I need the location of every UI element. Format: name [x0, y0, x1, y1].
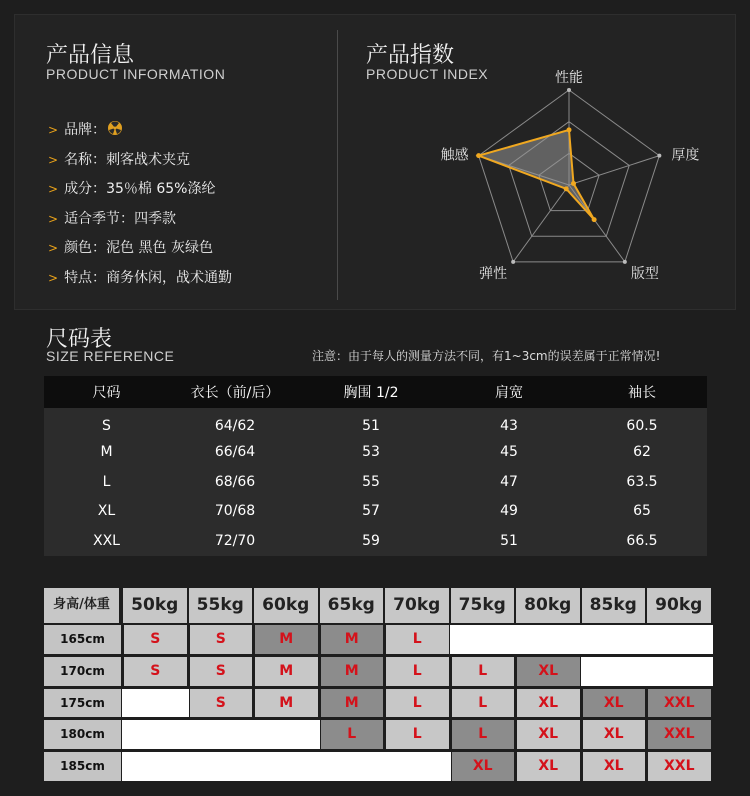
fit-size-cell — [122, 720, 189, 749]
radar-value-point — [567, 127, 572, 132]
chart-corner-label: 身高/体重 — [44, 588, 121, 623]
size-reference-title: 尺码表 — [46, 327, 113, 352]
fit-size-cell — [515, 625, 582, 654]
info-item — [48, 119, 127, 140]
size-table-cell: 59 — [301, 526, 441, 556]
info-item — [48, 237, 213, 257]
product-info-title: 产品信息 — [46, 43, 135, 68]
fit-size-cell: M — [321, 689, 384, 718]
size-table-row — [44, 467, 707, 497]
fit-size-cell — [188, 752, 255, 781]
size-table-cell: 43 — [441, 408, 577, 438]
radar-axis-dot — [657, 154, 661, 158]
fit-size-cell: S — [190, 689, 253, 718]
size-column-header: 尺码 — [44, 376, 169, 408]
fit-size-cell: M — [255, 625, 318, 654]
size-table-row — [44, 408, 707, 438]
size-table-cell: S — [44, 408, 169, 438]
info-label: 适合季节： — [64, 210, 135, 227]
fit-size-cell: L — [386, 625, 449, 654]
size-table-row — [44, 526, 707, 556]
fit-size-cell — [319, 752, 386, 781]
fit-size-cell — [646, 625, 713, 654]
radar-axis-label: 版型 — [630, 265, 659, 282]
size-table-cell: 51 — [301, 408, 441, 438]
radar-value-point — [564, 186, 569, 191]
fit-size-cell: S — [124, 625, 187, 654]
radar-axis-line — [569, 156, 659, 185]
size-table-cell: 51 — [441, 526, 577, 556]
chevron-right-icon: > — [48, 241, 59, 255]
size-table-cell: 45 — [441, 438, 577, 468]
fit-size-cell: S — [190, 625, 253, 654]
info-item — [48, 208, 176, 228]
fit-size-cell — [253, 720, 320, 749]
size-table-row — [44, 438, 707, 468]
weight-header: 75kg — [451, 588, 517, 623]
fit-size-cell — [253, 752, 320, 781]
size-table — [44, 376, 707, 556]
info-item — [48, 267, 232, 287]
height-weight-chart — [44, 588, 707, 782]
fit-size-cell: L — [452, 720, 515, 749]
height-header: 170cm — [44, 657, 121, 686]
radar-chart — [420, 70, 720, 300]
chevron-right-icon: > — [48, 211, 59, 226]
fit-size-cell: M — [321, 625, 384, 654]
info-label: 成分： — [64, 181, 107, 197]
fit-size-cell: L — [452, 657, 515, 686]
size-table-cell: 57 — [301, 497, 441, 527]
info-label: 颜色： — [64, 240, 107, 256]
weight-header: 55kg — [189, 588, 255, 623]
size-table-cell: 62 — [577, 438, 707, 468]
size-table-cell: 63.5 — [577, 467, 707, 497]
fit-size-cell — [581, 657, 648, 686]
fit-size-cell: XL — [583, 752, 646, 781]
info-label: 特点： — [64, 269, 107, 286]
size-table-cell: 49 — [441, 497, 577, 527]
info-value: 商务休闲，战术通勤 — [106, 269, 233, 286]
size-table-row — [44, 497, 707, 527]
fit-size-cell: S — [124, 657, 187, 686]
radar-axis-label: 弹性 — [479, 265, 508, 282]
size-column-header: 胸围 1/2 — [301, 376, 441, 408]
fit-size-cell: L — [452, 689, 515, 718]
fit-size-cell: XL — [517, 657, 580, 686]
info-item — [48, 178, 215, 198]
product-index-title: 产品指数 — [366, 43, 455, 68]
size-table-cell: 65 — [577, 497, 707, 527]
fit-size-cell: XXL — [648, 720, 711, 749]
fit-size-cell — [581, 625, 648, 654]
size-column-header: 袖长 — [577, 376, 707, 408]
fit-size-cell — [384, 752, 451, 781]
chevron-right-icon: > — [48, 270, 59, 285]
fit-size-cell: XL — [452, 752, 515, 781]
fit-size-cell — [450, 625, 517, 654]
brand-logo-icon — [106, 120, 124, 140]
radar-value-point — [571, 181, 576, 186]
info-value: 刺客战术夹克 — [106, 151, 191, 168]
size-table-cell: XL — [44, 497, 169, 527]
info-value: 35％棉 65%涤纶 — [106, 181, 216, 197]
measurement-note: 注意：由于每人的测量方法不同，有1~3cm的误差属于正常情况! — [312, 349, 661, 363]
fit-size-cell: S — [190, 657, 253, 686]
size-table-cell: 55 — [301, 467, 441, 497]
weight-header: 70kg — [385, 588, 451, 623]
info-value: 四季款 — [134, 210, 177, 227]
fit-size-cell: M — [321, 657, 384, 686]
fit-size-cell: XXL — [648, 689, 711, 718]
size-table-header — [44, 376, 707, 408]
chevron-right-icon: > — [48, 152, 59, 167]
size-reference-subtitle: SIZE REFERENCE — [46, 348, 175, 364]
size-table-cell: 60.5 — [577, 408, 707, 438]
radar-value-point — [476, 153, 481, 158]
fit-size-cell: L — [386, 689, 449, 718]
radar-value-point — [592, 217, 597, 222]
radar-axis-label: 性能 — [555, 70, 583, 86]
fit-size-cell: XXL — [648, 752, 711, 781]
size-table-cell: 70/68 — [169, 497, 301, 527]
radar-axis-dot — [567, 88, 571, 92]
height-header: 175cm — [44, 689, 121, 718]
fit-size-cell — [122, 752, 189, 781]
fit-size-cell: L — [386, 720, 449, 749]
radar-axis-label: 厚度 — [671, 147, 700, 164]
fit-size-cell — [188, 720, 255, 749]
height-header: 185cm — [44, 752, 121, 781]
chevron-right-icon: > — [48, 123, 59, 137]
info-item — [48, 149, 190, 169]
radar-axis-label: 触感 — [440, 147, 469, 164]
size-column-header: 肩宽 — [441, 376, 577, 408]
weight-header: 90kg — [647, 588, 713, 623]
vertical-divider — [337, 30, 338, 300]
height-header: 180cm — [44, 720, 121, 749]
height-header: 165cm — [44, 625, 121, 654]
info-value: 泥色 黑色 灰绿色 — [106, 240, 213, 256]
product-info-subtitle: PRODUCT INFORMATION — [46, 66, 226, 82]
fit-size-cell: XL — [583, 689, 646, 718]
fit-size-cell: L — [386, 657, 449, 686]
size-table-cell: 53 — [301, 438, 441, 468]
size-table-cell: XXL — [44, 526, 169, 556]
info-label: 品牌： — [64, 122, 107, 138]
size-table-cell: 64/62 — [169, 408, 301, 438]
size-table-cell: 66.5 — [577, 526, 707, 556]
fit-size-cell — [646, 657, 713, 686]
fit-size-cell — [122, 689, 189, 718]
size-table-cell: 66/64 — [169, 438, 301, 468]
radar-axis-dot — [623, 260, 627, 264]
radar-axis-dot — [511, 260, 515, 264]
info-label: 名称： — [64, 151, 107, 168]
size-table-cell: 47 — [441, 467, 577, 497]
chevron-right-icon: > — [48, 182, 59, 196]
radar-axis-line — [513, 185, 569, 262]
fit-size-cell: M — [255, 689, 318, 718]
weight-header: 50kg — [123, 588, 189, 623]
size-table-cell: L — [44, 467, 169, 497]
weight-header: 65kg — [320, 588, 386, 623]
fit-size-cell: XL — [517, 689, 580, 718]
fit-size-cell: XL — [517, 752, 580, 781]
fit-size-cell: XL — [583, 720, 646, 749]
weight-header: 80kg — [516, 588, 582, 623]
fit-size-cell: L — [321, 720, 384, 749]
size-table-cell: M — [44, 438, 169, 468]
weight-header: 60kg — [254, 588, 320, 623]
weight-header: 85kg — [582, 588, 648, 623]
fit-size-cell: XL — [517, 720, 580, 749]
product-index-subtitle: PRODUCT INDEX — [366, 66, 489, 82]
size-table-cell: 72/70 — [169, 526, 301, 556]
fit-size-cell: M — [255, 657, 318, 686]
size-table-cell: 68/66 — [169, 467, 301, 497]
size-column-header: 衣长（前/后） — [169, 376, 301, 408]
